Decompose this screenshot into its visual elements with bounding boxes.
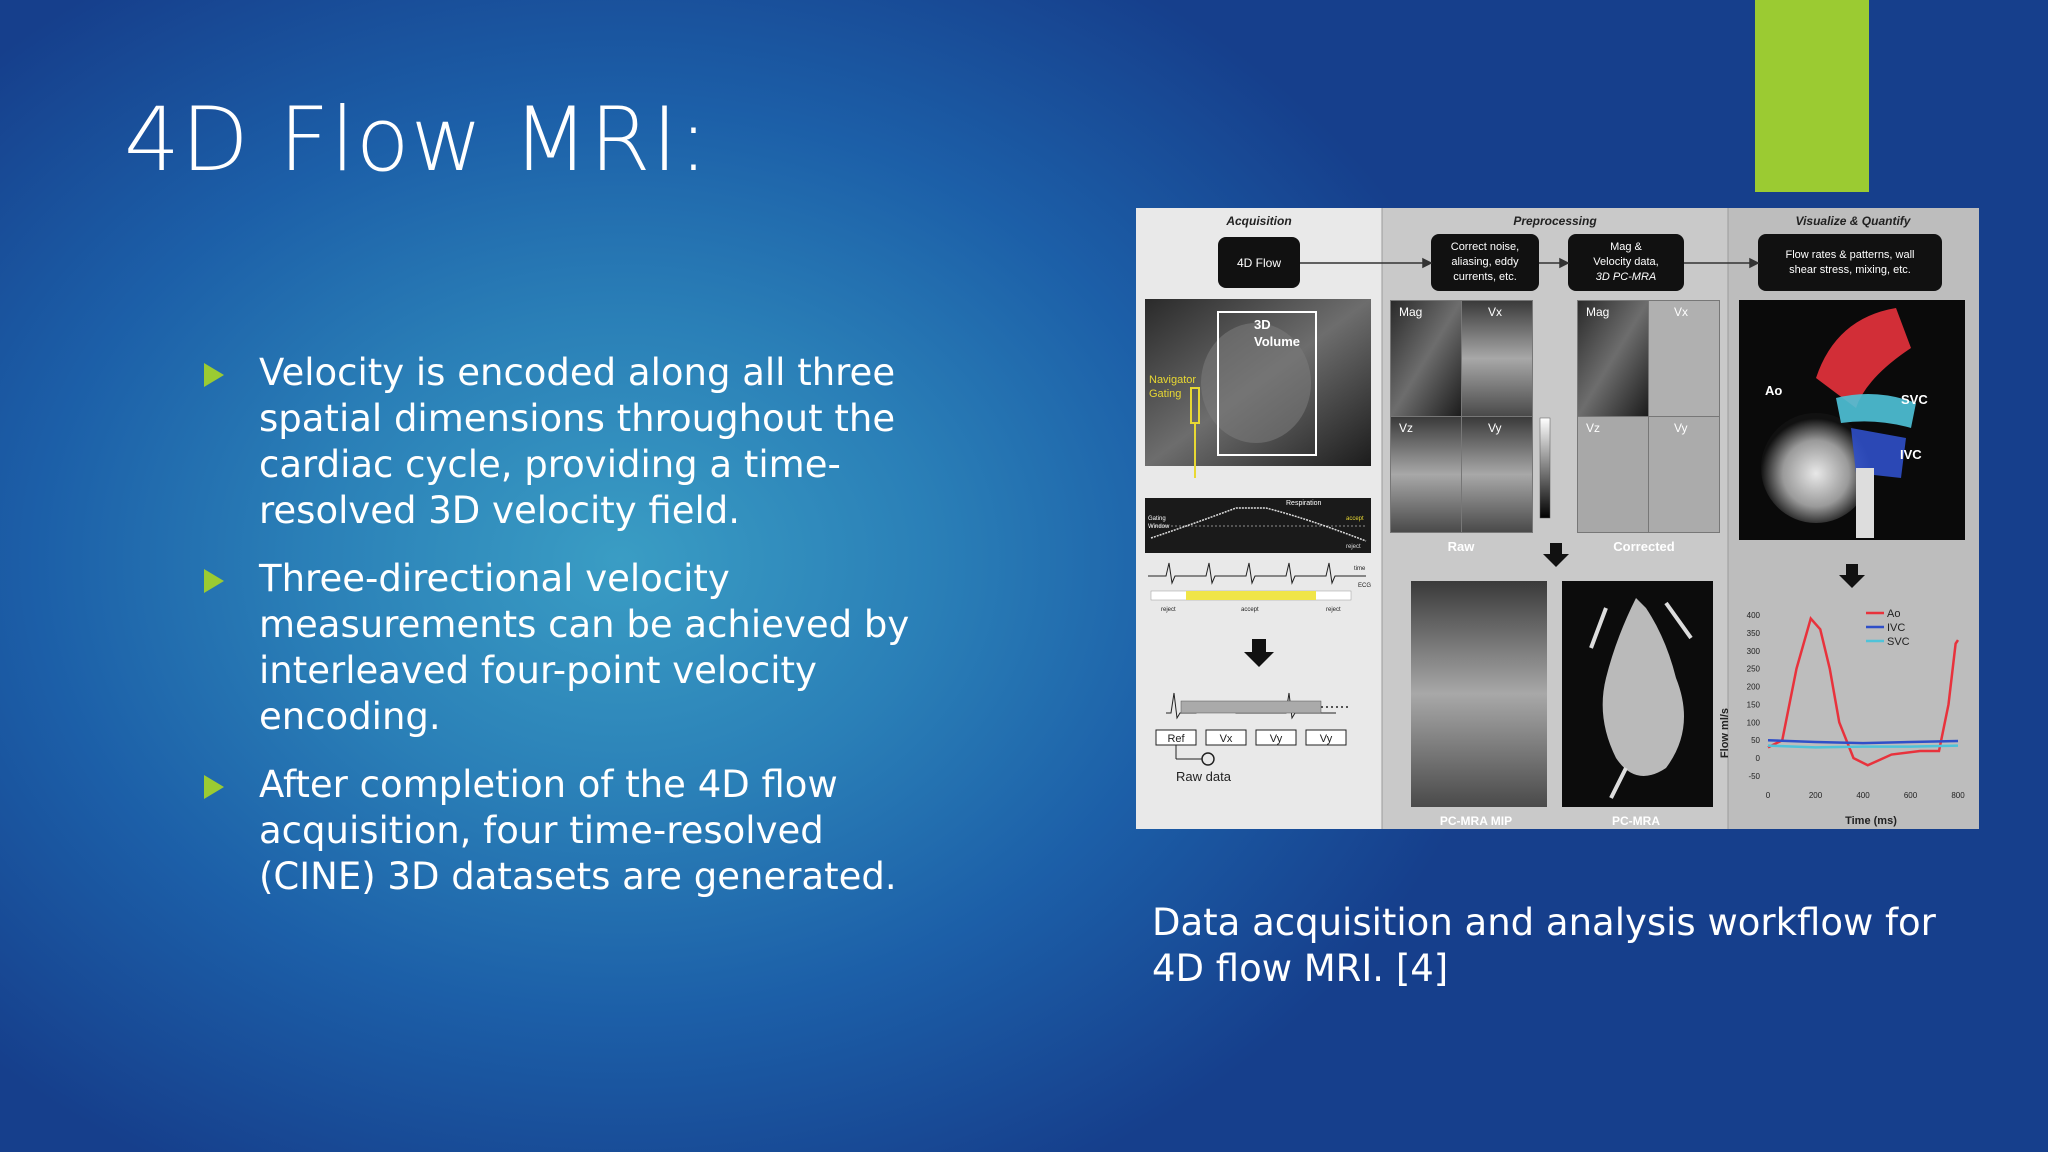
bullet-item — [200, 556, 920, 740]
reject-label: reject — [1161, 607, 1176, 613]
box-correct-line: currents, etc. — [1453, 271, 1517, 283]
pcmra-mip-label: PC-MRA MIP — [1439, 814, 1513, 828]
figure-caption: Data acquisition and analysis workflow for 4D flow MRI. [4] — [1152, 901, 1936, 990]
bullet-text: Three-directional velocity measurements can be achieved by interleaved four-point velocity encoding. — [259, 557, 910, 738]
section-visualize: Visualize & Quantify — [1795, 214, 1911, 228]
vx-label: Vx — [1219, 733, 1233, 745]
svc-label: SVC — [1901, 392, 1928, 407]
accent-bar — [1755, 0, 1869, 192]
box-correct-line: Correct noise, — [1450, 241, 1520, 253]
corr-vz-label: Vz — [1586, 421, 1601, 435]
bullet-item — [200, 350, 920, 534]
bullet-arrow-icon — [204, 363, 224, 387]
x-tick-label: 600 — [1903, 791, 1918, 800]
ao-label: Ao — [1765, 383, 1783, 398]
y-tick-label: 300 — [1746, 646, 1760, 656]
box-correct-line: aliasing, eddy — [1451, 256, 1519, 268]
corr-vy-label: Vy — [1674, 421, 1688, 435]
section-preprocessing: Preprocessing — [1513, 214, 1597, 228]
corrected-label: Corrected — [1613, 539, 1675, 554]
volume-label: 3D — [1254, 317, 1271, 332]
accept-label: accept — [1241, 607, 1259, 613]
ivc-label: IVC — [1900, 447, 1922, 462]
time-label: time — [1354, 566, 1366, 572]
box-flowrates-line: Flow rates & patterns, wall — [1785, 249, 1915, 261]
y-tick-label: 250 — [1746, 664, 1760, 674]
y-tick-label: 400 — [1746, 611, 1760, 620]
raw-vy-label: Vy — [1488, 421, 1502, 435]
ref-label: Ref — [1167, 733, 1185, 745]
pcmra-label: PC-MRA — [1612, 814, 1660, 828]
workflow-figure — [1136, 208, 1979, 829]
grayscale-bar — [1540, 418, 1550, 518]
y-tick-label: 350 — [1746, 628, 1760, 638]
bullet-text: Velocity is encoded along all three spatial dimensions throughout the cardiac cycle, providing a time-resolved 3D velocity field. — [259, 351, 896, 532]
box-magvel-line: Mag & — [1610, 241, 1642, 253]
series-line-svc — [1768, 746, 1958, 748]
chart-ylabel: Flow ml/s — [1719, 707, 1731, 759]
navigator-label: Gating — [1149, 388, 1182, 400]
box-flowrates-line: shear stress, mixing, etc. — [1789, 264, 1911, 276]
y-tick-label: 150 — [1746, 700, 1760, 710]
y-tick-label: 100 — [1746, 718, 1760, 728]
slide-title: 4D Flow MRI: — [124, 88, 710, 191]
box-flowrates — [1758, 234, 1942, 291]
ecg-label: ECG — [1358, 583, 1372, 589]
chart-xlabel: Time (ms) — [1845, 815, 1897, 827]
corrected-grid — [1577, 300, 1720, 533]
y-tick-label: 50 — [1751, 736, 1760, 746]
y-tick-label: -50 — [1748, 772, 1760, 781]
bullet-arrow-icon — [204, 569, 224, 593]
volume-label: Volume — [1254, 334, 1300, 349]
respiration-trace — [1145, 498, 1371, 553]
vy-label: Vy — [1269, 733, 1283, 745]
x-tick-label: 200 — [1808, 791, 1823, 800]
reject-label: reject — [1346, 544, 1361, 550]
x-tick-label: 400 — [1856, 791, 1870, 800]
bullet-arrow-icon — [204, 775, 224, 799]
raw-grid — [1390, 300, 1533, 533]
y-tick-label: 200 — [1746, 682, 1760, 692]
y-tick-label: 0 — [1755, 754, 1760, 764]
legend-label: IVC — [1887, 622, 1906, 634]
reject-label: reject — [1326, 607, 1341, 613]
corr-vx-label: Vx — [1674, 305, 1689, 319]
box-4d-flow-label: 4D Flow — [1236, 256, 1282, 270]
raw-vz-label: Vz — [1399, 421, 1414, 435]
bullet-text: After completion of the 4D flow acquisition, four time-resolved (CINE) 3D datasets are generated. — [259, 763, 897, 898]
box-magvel-line: Velocity data, — [1593, 256, 1659, 268]
raw-label: Raw — [1447, 539, 1475, 554]
pcmra-mip-image — [1411, 581, 1547, 807]
raw-vx-label: Vx — [1488, 305, 1503, 319]
vz-label: Vy — [1319, 733, 1333, 745]
respiration-label: Respiration — [1286, 500, 1322, 507]
legend-label: Ao — [1887, 608, 1901, 620]
legend-label: SVC — [1887, 636, 1910, 648]
x-tick-label: 800 — [1951, 791, 1965, 800]
bullet-list — [200, 350, 920, 922]
box-magvel-line: 3D PC-MRA — [1595, 271, 1657, 283]
section-acquisition: Acquisition — [1226, 214, 1292, 228]
gating-window-label: Gating — [1148, 516, 1166, 522]
raw-mag-label: Mag — [1399, 305, 1423, 319]
x-tick-label: 0 — [1765, 791, 1771, 800]
corr-mag-label: Mag — [1586, 305, 1610, 319]
navigator-label: Navigator — [1149, 374, 1197, 386]
bullet-item — [200, 762, 920, 900]
gating-window-label: Window — [1148, 524, 1170, 530]
accept-label: accept — [1346, 516, 1364, 522]
raw-data-label: Raw data — [1176, 769, 1231, 784]
